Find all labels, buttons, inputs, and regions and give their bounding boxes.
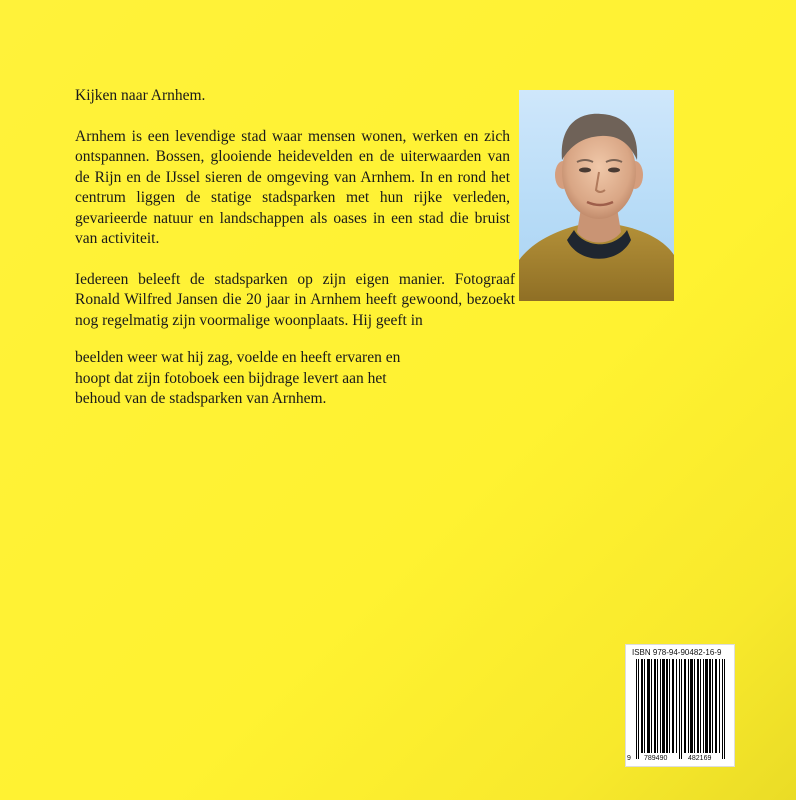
author-photo <box>519 90 674 301</box>
blurb-paragraph-2-part-a: Iedereen beleeft de stadsparken op zijn eigen manier. Fotograaf Ronald Wilfred Jansen die 20 jaar in Arnhem heeft gewoond, bezoekt nog regelmatig zijn voormalige woonplaats. Hij geeft in <box>75 270 515 329</box>
author-portrait-image <box>519 90 674 301</box>
barcode-lead-digit: 9 <box>627 755 631 762</box>
barcode-right-digits: 482169 <box>688 755 712 762</box>
blurb-paragraph-1: Arnhem is een levendige stad waar mensen wonen, werken en zich ontspannen. Bossen, glooiende heidevelden en de uiterwaarden van de Rijn en de IJssel sieren de omgeving van Arnhem. In en rond het centrum liggen de statige stadsparken met hun rijke verleden, gevarieerde natuur en landschappen als oases in een stad die bruist van activiteit. <box>75 127 510 247</box>
barcode-bars <box>626 645 734 766</box>
barcode-left-digits: 789490 <box>644 755 668 762</box>
blurb-paragraph-2-continued <box>75 348 435 410</box>
isbn-number: ISBN 978-94-90482-16-9 <box>632 648 722 657</box>
isbn-barcode <box>625 644 735 767</box>
blurb-paragraph-2 <box>75 270 515 332</box>
blurb-paragraph-2-part-b: beelden weer wat hij zag, voelde en heeft ervaren en hoopt dat zijn fotoboek een bijdrage levert aan het behoud van de stadsparken van Arnhem. <box>75 349 401 407</box>
book-title: Kijken naar Arnhem. <box>75 87 206 104</box>
blurb-text <box>75 86 515 351</box>
